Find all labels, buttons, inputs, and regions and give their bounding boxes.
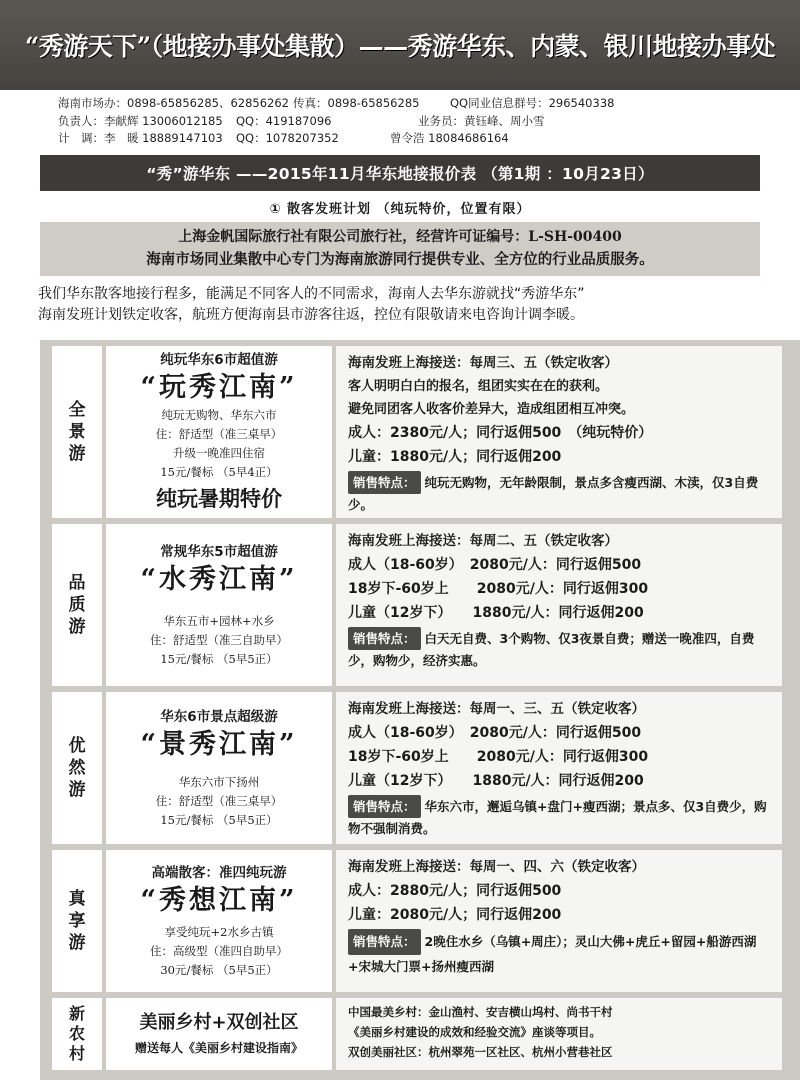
package-detail: 纯玩无购物、华东六市 (161, 408, 277, 422)
price-line: 儿童：1880元/人；同行返佣200 (348, 449, 562, 465)
package-card (52, 346, 782, 518)
package-list (40, 340, 800, 1080)
sales-feature-text: 纯玩无购物，无年龄限制，景点多含瘦西湖、木渎，仅3自费少。 (348, 475, 759, 512)
package-note: 客人明明白白的报名，组团实实在在的获利。 (348, 379, 609, 394)
package-type-char: 游 (68, 444, 86, 464)
package-type-char: 游 (68, 933, 86, 953)
sales-feature-text: 白天无自费、3个购物、仅3夜景自费；赠送一晚准四，自费少，购物少，经济实惠。 (348, 631, 755, 668)
departure-schedule: 海南发班上海接送：每周三、五（铁定收客） (348, 355, 618, 371)
price-line: 儿童（12岁下） 1880元/人：同行返佣200 (348, 605, 644, 621)
package-type-char: 村 (68, 1044, 85, 1063)
package-type-char: 质 (68, 595, 86, 615)
package-subtitle: 华东6市景点超级游 (160, 708, 278, 725)
sales-feature (348, 795, 772, 839)
package-detail: 住：舒适型（准三桌早） (155, 427, 283, 441)
intro-text (38, 284, 770, 326)
new-village-line: 《美丽乡村建设的成效和经验交流》座谈等项目。 (348, 1025, 601, 1039)
package-type-char: 享 (68, 911, 86, 931)
planner-qq: QQ：1078207352 (236, 131, 339, 145)
package-pricing (336, 850, 782, 992)
package-type-char: 品 (68, 573, 86, 593)
agency-service: 海南市场同业集散中心专门为海南旅游同行提供专业、全方位的行业品质服务。 (146, 250, 654, 268)
package-summary (106, 692, 332, 844)
sales-feature (348, 627, 772, 671)
package-type (52, 346, 102, 518)
package-subtitle: 常规华东5市超值游 (160, 543, 278, 560)
planner-contact: 计 调：李 暖 18889147103 (58, 131, 223, 145)
departure-schedule: 海南发班上海接送：每周一、四、六（铁定收客） (348, 859, 645, 875)
package-type (52, 692, 102, 844)
contact-row (58, 95, 800, 113)
agency-box (40, 222, 760, 276)
package-type-char: 然 (68, 758, 86, 778)
plan-heading: ① 散客发班计划 （纯玩特价，位置有限） (269, 201, 531, 217)
package-type (52, 850, 102, 992)
package-detail: 住：高级型（准四自助早） (150, 943, 288, 958)
sales-feature (348, 929, 772, 979)
package-detail: 华东五市+园林+水乡 (163, 613, 275, 628)
fax: 传真：0898-65856285 (293, 96, 420, 110)
new-village-details (336, 998, 782, 1070)
price-line: 儿童（12岁下） 1880元/人：同行返佣200 (348, 773, 644, 789)
header-banner (0, 0, 800, 90)
package-name: “玩秀江南” (140, 372, 298, 403)
qq-group: QQ同业信息群号：296540338 (450, 96, 615, 110)
new-village-line: 双创美丽社区：杭州翠苑一区社区、杭州小营巷社区 (348, 1045, 613, 1059)
package-summary (106, 346, 332, 518)
package-type-char: 游 (68, 780, 86, 800)
package-detail: 享受纯玩+2水乡古镇 (164, 924, 274, 939)
package-detail: 住：舒适型（准三自助早） (150, 632, 288, 647)
planner-2-contact: 曾令浩 18084686164 (390, 131, 509, 145)
package-type (52, 524, 102, 686)
package-card (52, 524, 782, 686)
package-summary (106, 850, 332, 992)
package-type-char: 游 (68, 617, 86, 637)
sales-feature-text: 华东六市，邂逅乌镇+盘门+瘦西湖；景点多、仅3自费少，购物不强制消费。 (348, 799, 767, 836)
agency-license: 上海金帆国际旅行社有限公司旅行社，经营许可证编号：L-SH-00400 (178, 228, 622, 245)
package-detail: 30元/餐标 （5早5正） (160, 962, 278, 977)
sales-staff: 业务员：黄钰峰、周小雪 (418, 113, 545, 128)
package-card (52, 850, 782, 992)
new-village-title: 美丽乡村+双创社区 (139, 1012, 299, 1033)
manager-contact: 负责人：李献辉 13006012185 (58, 113, 223, 128)
sales-feature-tag: 销售特点： (348, 627, 421, 650)
sales-feature-tag: 销售特点： (348, 929, 421, 955)
price-line: 成人：2380元/人；同行返佣500 （纯玩特价） (348, 425, 653, 441)
package-name: “景秀江南” (140, 728, 298, 760)
package-detail: 住：舒适型（准三桌早） (155, 793, 283, 808)
intro-line: 我们华东散客地接行程多，能满足不同客人的不同需求，海南人去华东游就找“秀游华东” (38, 285, 585, 302)
new-village-gift: 赠送每人《美丽乡村建设指南》 (134, 1041, 303, 1055)
package-type-char: 农 (68, 1024, 85, 1043)
package-detail: 15元/餐标 （5早5正） (160, 812, 278, 827)
market-office-phone: 海南市场办：0898-65856285、62856262 (58, 96, 289, 110)
intro-line: 海南发班计划铁定收客，航班方便海南县市游客往返，控位有限敬请来电咨询计调李暖。 (38, 306, 584, 323)
page-title: “秀游天下”（地接办事处集散）——秀游华东、内蒙、银川地接办事处 (24, 32, 776, 61)
package-summary (106, 524, 332, 686)
price-line: 成人（18-60岁） 2080元/人：同行返佣500 (348, 725, 642, 741)
package-type-char: 真 (68, 889, 86, 909)
departure-schedule: 海南发班上海接送：每周一、三、五（铁定收客） (348, 701, 645, 717)
package-type-char: 景 (68, 422, 86, 442)
departure-schedule: 海南发班上海接送：每周二、五（铁定收客） (348, 533, 618, 549)
package-subtitle: 高端散客：准四纯玩游 (151, 864, 287, 881)
sales-feature-tag: 销售特点： (348, 471, 421, 494)
package-type (52, 998, 102, 1070)
package-pricing (336, 524, 782, 686)
contact-row (58, 113, 800, 131)
package-name: “水秀江南” (140, 563, 298, 595)
package-type-char: 优 (68, 736, 86, 756)
price-line: 儿童：2080元/人；同行返佣200 (348, 907, 562, 923)
package-highlight: 纯玩暑期特价 (156, 487, 282, 511)
price-line: 18岁下-60岁上 2080元/人：同行返佣300 (348, 749, 649, 765)
quote-title: “秀”游华东 ——2015年11月华东地接报价表 （第1期 ：10月23日） (146, 164, 654, 183)
package-pricing (336, 692, 782, 844)
package-detail: 15元/餐标 （5早5正） (160, 651, 278, 666)
sales-feature-text: 2晚住水乡（乌镇+周庄）；灵山大佛+虎丘+留园+船游西湖+宋城大门票+扬州瘦西湖 (348, 934, 757, 974)
price-line: 成人（18-60岁） 2080元/人：同行返佣500 (348, 557, 642, 573)
package-detail: 升级一晚准四住宿 (173, 446, 265, 460)
price-line: 成人：2880元/人；同行返佣500 (348, 883, 562, 899)
new-village-card (52, 998, 782, 1070)
package-subtitle: 纯玩华东6市超值游 (160, 352, 278, 368)
manager-qq: QQ：419187096 (236, 113, 332, 128)
package-pricing (336, 346, 782, 518)
contact-info (0, 90, 800, 148)
sales-feature-tag: 销售特点： (348, 795, 421, 818)
package-type-char: 新 (68, 1004, 85, 1023)
new-village-line: 中国最美乡村：金山渔村、安吉横山坞村、尚书干村 (348, 1005, 613, 1019)
package-name: “秀想江南” (140, 884, 298, 916)
package-detail: 华东六市下扬州 (178, 774, 260, 789)
price-line: 18岁下-60岁上 2080元/人：同行返佣300 (348, 581, 649, 597)
package-type-char: 全 (68, 400, 86, 420)
package-card (52, 692, 782, 844)
contact-row (58, 130, 800, 148)
new-village-summary (106, 998, 332, 1070)
quote-title-bar (40, 155, 760, 191)
sales-feature (348, 471, 772, 515)
package-note: 避免同团客人收客价差异大，造成组团相互冲突。 (348, 402, 635, 417)
package-detail: 15元/餐标 （5早4正） (160, 465, 278, 479)
